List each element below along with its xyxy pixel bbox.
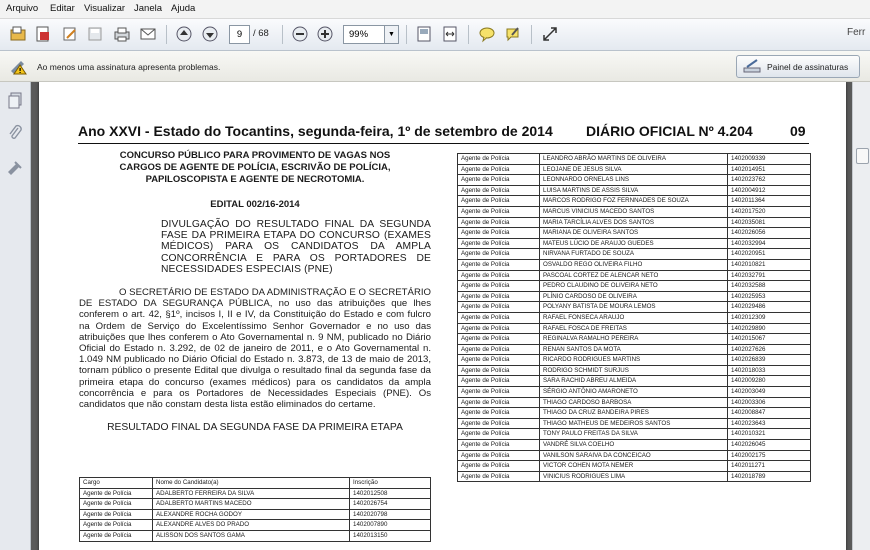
- table-row: [458, 429, 811, 440]
- table-row: [458, 365, 811, 376]
- cargo-cell: Agente de Polícia: [80, 520, 153, 531]
- candidate-name-cell: PEDRO CLAUDINO DE OLIVEIRA NETO: [540, 281, 728, 292]
- candidate-name-cell: OSVALDO REGO OLIVEIRA FILHO: [540, 259, 728, 270]
- candidate-name-cell: VANILSON SARAIVA DA CONCEICAO: [540, 450, 728, 461]
- previous-page-icon[interactable]: [174, 24, 194, 44]
- inscricao-cell: 1402029486: [728, 302, 811, 313]
- menu-visualizar[interactable]: Visualizar: [84, 3, 126, 14]
- edital-number: EDITAL 002/16-2014: [210, 199, 300, 210]
- table-row: [458, 217, 811, 228]
- table-row: [458, 397, 811, 408]
- zoom-out-icon[interactable]: [290, 24, 310, 44]
- table-row: [458, 418, 811, 429]
- table-row: [458, 281, 811, 292]
- inscricao-cell: 1402026056: [728, 228, 811, 239]
- next-page-icon[interactable]: [200, 24, 220, 44]
- candidate-name-cell: MATEUS LÚCIO DE ARAUJO GUEDES: [540, 238, 728, 249]
- document-view: [31, 82, 852, 550]
- table-row: [458, 196, 811, 207]
- candidate-name-cell: PLÍNIO CARDOSO DE OLIVEIRA: [540, 291, 728, 302]
- candidate-name-cell: THIAGO CARDOSO BARBOSA: [540, 397, 728, 408]
- save-icon[interactable]: [85, 24, 105, 44]
- cargo-cell: Agente de Polícia: [458, 154, 540, 165]
- inscricao-cell: 1402014951: [728, 164, 811, 175]
- candidate-name-cell: VANDRÉ SILVA COELHO: [540, 440, 728, 451]
- inscricao-cell: 1402009339: [728, 154, 811, 165]
- inscricao-cell: 1402018033: [728, 365, 811, 376]
- cargo-cell: Agente de Polícia: [458, 196, 540, 207]
- left-column: [79, 150, 431, 433]
- table-row: [80, 530, 431, 541]
- menu-bar: [0, 0, 870, 19]
- inscricao-cell: 1402008847: [728, 408, 811, 419]
- candidate-name-cell: ALEXANDRE ALVES DO PRADO: [153, 520, 350, 531]
- cargo-cell: Agente de Polícia: [458, 365, 540, 376]
- candidate-name-cell: POLYANY BATISTA DE MOURA LEMOS: [540, 302, 728, 313]
- candidate-name-cell: MARCOS RODRIGO FOZ FERNNADES DE SOUZA: [540, 196, 728, 207]
- sign-icon[interactable]: [503, 24, 523, 44]
- result-title: RESULTADO FINAL DA SEGUNDA FASE DA PRIMEIRA ETAPA: [107, 422, 403, 434]
- inscricao-cell: 1402013150: [350, 530, 431, 541]
- cargo-cell: Agente de Polícia: [458, 164, 540, 175]
- table-row: [458, 312, 811, 323]
- inscricao-cell: 1402017520: [728, 206, 811, 217]
- inscricao-cell: 1402003306: [728, 397, 811, 408]
- candidate-name-cell: PASCOAL CORTEZ DE ALENCAR NETO: [540, 270, 728, 281]
- table-row: [458, 344, 811, 355]
- pdf-page: [39, 82, 846, 550]
- candidate-name-cell: RICARDO RODRIGUES MARTINS: [540, 355, 728, 366]
- fit-width-icon[interactable]: [440, 24, 460, 44]
- inscricao-cell: Inscrição: [350, 478, 431, 489]
- inscricao-cell: 1402007890: [350, 520, 431, 531]
- inscricao-cell: 1402015067: [728, 334, 811, 345]
- table-row: [458, 206, 811, 217]
- page-number-input[interactable]: 9: [229, 25, 250, 44]
- inscricao-cell: 1402032588: [728, 281, 811, 292]
- table-row: [80, 499, 431, 510]
- cargo-cell: Agente de Polícia: [458, 344, 540, 355]
- inscricao-cell: 1402035081: [728, 217, 811, 228]
- candidate-name-cell: REGINALVA RAMALHO PEREIRA: [540, 334, 728, 345]
- cargo-cell: Agente de Polícia: [458, 323, 540, 334]
- candidate-name-cell: ADALBERTO MARTINS MACEDO: [153, 499, 350, 510]
- vertical-scrollbar[interactable]: [852, 82, 870, 550]
- candidate-name-cell: ADALBERTO FERREIRA DA SILVA: [153, 488, 350, 499]
- candidate-name-cell: LEANDRO ABRÃO MARTINS DE OLIVEIRA: [540, 154, 728, 165]
- candidate-name-cell: LUISA MARTINS DE ASSIS SILVA: [540, 185, 728, 196]
- cargo-cell: Agente de Polícia: [458, 217, 540, 228]
- signature-warning-icon: [9, 57, 29, 75]
- inscricao-cell: 1402018789: [728, 471, 811, 482]
- cargo-cell: Agente de Polícia: [458, 387, 540, 398]
- cargo-cell: Agente de Polícia: [458, 175, 540, 186]
- candidate-name-cell: THIAGO MATHEUS DE MEDEIROS SANTOS: [540, 418, 728, 429]
- header-journal: DIÁRIO OFICIAL Nº 4.204: [586, 123, 753, 139]
- scrollbar-thumb[interactable]: [856, 148, 869, 164]
- candidate-name-cell: ALISSON DOS SANTOS GAMA: [153, 530, 350, 541]
- inscricao-cell: 1402011271: [728, 461, 811, 472]
- inscricao-cell: 1402026839: [728, 355, 811, 366]
- cargo-cell: Agente de Polícia: [458, 376, 540, 387]
- cargo-cell: Agente de Polícia: [458, 206, 540, 217]
- table-header-row: [80, 478, 431, 489]
- candidate-name-cell: NIRVANA FURTADO DE SOUZA: [540, 249, 728, 260]
- print-icon[interactable]: [112, 24, 132, 44]
- cargo-cell: Agente de Polícia: [458, 270, 540, 281]
- table-row: [458, 228, 811, 239]
- cargo-cell: Agente de Polícia: [458, 450, 540, 461]
- inscricao-cell: 1402023762: [728, 175, 811, 186]
- cargo-cell: Agente de Polícia: [458, 334, 540, 345]
- header-page-number: 09: [790, 123, 806, 139]
- candidate-name-cell: THIAGO DA CRUZ BANDEIRA PIRES: [540, 408, 728, 419]
- cargo-cell: Agente de Polícia: [458, 249, 540, 260]
- table-row: [458, 302, 811, 313]
- cargo-cell: Agente de Polícia: [458, 418, 540, 429]
- inscricao-cell: 1402012508: [350, 488, 431, 499]
- inscricao-cell: 1402025953: [728, 291, 811, 302]
- inscricao-cell: 1402011364: [728, 196, 811, 207]
- inscricao-cell: 1402004912: [728, 185, 811, 196]
- menu-arquivo[interactable]: Arquivo: [6, 3, 39, 14]
- table-row: [80, 488, 431, 499]
- inscricao-cell: 1402032994: [728, 238, 811, 249]
- candidate-name-cell: SARA RACHID ABREU ALMEIDA: [540, 376, 728, 387]
- candidate-name-cell: VINICIUS RODRIGUES LIMA: [540, 471, 728, 482]
- menu-janela[interactable]: Janela: [134, 3, 162, 14]
- table-row: [458, 238, 811, 249]
- inscricao-cell: 1402026045: [728, 440, 811, 451]
- table-row: [458, 408, 811, 419]
- toolbar: [0, 19, 870, 51]
- table-row: [458, 185, 811, 196]
- table-row: [458, 461, 811, 472]
- candidate-name-cell: SÉRGIO ANTÔNIO AMARONETO: [540, 387, 728, 398]
- contest-title: CONCURSO PÚBLICO PARA PROVIMENTO DE VAGAS NOS CARGOS DE AGENTE DE POLÍCIA, ESCRIVÃO DE POLÍCIA, PAPILOSCOPISTA E AGENTE DE NECROTOMIA.: [119, 150, 391, 185]
- inscricao-cell: 1402023643: [728, 418, 811, 429]
- table-row: [458, 249, 811, 260]
- cargo-cell: Cargo: [80, 478, 153, 489]
- cargo-cell: Agente de Polícia: [458, 281, 540, 292]
- fullscreen-icon[interactable]: [540, 24, 560, 44]
- cargo-cell: Agente de Polícia: [80, 509, 153, 520]
- table-row: [458, 164, 811, 175]
- inscricao-cell: 1402012309: [728, 312, 811, 323]
- tools-label[interactable]: Ferr: [847, 27, 866, 38]
- candidate-name-cell: LEONNARDO ORNELAS LINS: [540, 175, 728, 186]
- comment-icon[interactable]: [477, 24, 497, 44]
- cargo-cell: Agente de Polícia: [458, 312, 540, 323]
- inscricao-cell: 1402020951: [728, 249, 811, 260]
- table-row: [80, 509, 431, 520]
- table-row: [458, 376, 811, 387]
- candidate-name-cell: ALEXANDRE ROCHA GODOY: [153, 509, 350, 520]
- signature-panel-label: Painel de assinaturas: [767, 62, 849, 72]
- inscricao-cell: 1402009280: [728, 376, 811, 387]
- signatures-icon[interactable]: [6, 159, 24, 177]
- attachments-icon[interactable]: [6, 124, 24, 142]
- header-edition: Ano XXVI - Estado do Tocantins, segunda-feira, 1º de setembro de 2014: [78, 123, 553, 139]
- candidate-name-cell: RAFAEL FOSCA DE FREITAS: [540, 323, 728, 334]
- table-row: [458, 334, 811, 345]
- signature-bar: [0, 51, 870, 82]
- inscricao-cell: 1402032791: [728, 270, 811, 281]
- results-table-right: [457, 153, 811, 482]
- candidate-name-cell: LEOJANE DE JESUS SILVA: [540, 164, 728, 175]
- zoom-input[interactable]: 99%: [343, 25, 386, 44]
- cargo-cell: Agente de Polícia: [458, 408, 540, 419]
- cargo-cell: Agente de Polícia: [458, 355, 540, 366]
- table-row: [458, 471, 811, 482]
- cargo-cell: Agente de Polícia: [458, 185, 540, 196]
- candidate-name-cell: RENAN SANTOS DA MOTA: [540, 344, 728, 355]
- cargo-cell: Agente de Polícia: [458, 291, 540, 302]
- cargo-cell: Agente de Polícia: [458, 259, 540, 270]
- table-row: [458, 270, 811, 281]
- cargo-cell: Agente de Polícia: [458, 228, 540, 239]
- candidate-name-cell: MARIANA DE OLIVEIRA SANTOS: [540, 228, 728, 239]
- inscricao-cell: 1402010321: [728, 429, 811, 440]
- candidate-name-cell: MARCUS VINICIUS MACEDO SANTOS: [540, 206, 728, 217]
- cargo-cell: Agente de Polícia: [80, 488, 153, 499]
- signature-message: Ao menos uma assinatura apresenta problemas.: [37, 62, 221, 72]
- table-row: [458, 355, 811, 366]
- table-row: [458, 440, 811, 451]
- table-row: [458, 450, 811, 461]
- menu-ajuda[interactable]: Ajuda: [171, 3, 196, 14]
- pages-icon[interactable]: [6, 92, 24, 110]
- edital-summary: DIVULGAÇÃO DO RESULTADO FINAL DA SEGUNDA FASE DA PRIMEIRA ETAPA DO CONCURSO (EXAMES MÉDICOS) PARA OS CANDIDATOS DA AMPLA CONCORRÊNCIA E PARA OS PORTADORES DE NECESSIDADES ESPECIAIS (PNE): [161, 219, 431, 275]
- edital-body: O SECRETÁRIO DE ESTADO DA ADMINISTRAÇÃO E O SECRETÁRIO DE ESTADO DA SEGURANÇA PÚBLICA, no uso das atribuições que lhes conferem o art. 42, §1º, incisos I, II e IV, da Constituição do Estado e com fulcro na Ordem de Serviço do Excelentíssimo Senhor Governador e no uso das atribuições que lhes conferem o Ato Governamental n. 9 NM, publicado no Diário Oficial do Estado n. 3.292, de 02 de janeiro de 2011, e o Ato Governamental n. 1.049 NM publicado no Diário Oficial do Estado n. 3.873, de 13 de maio de 2013, tornam público o presente Edital que divulga o resultado final da segunda fase da primeira etapa do concurso (exames médicos) para os candidatos da ampla concorrência e para os Portadores de Necessidades Especiais (PNE). Os candidatos que não constam desta lista estão eliminados do certame.: [79, 287, 431, 411]
- table-row: [458, 259, 811, 270]
- cargo-cell: Agente de Polícia: [80, 499, 153, 510]
- cargo-cell: Agente de Polícia: [80, 530, 153, 541]
- inscricao-cell: 1402020798: [350, 509, 431, 520]
- inscricao-cell: 1402002175: [728, 450, 811, 461]
- table-row: [458, 387, 811, 398]
- open-icon[interactable]: [8, 24, 28, 44]
- signature-panel-button[interactable]: [736, 55, 860, 78]
- cargo-cell: Agente de Polícia: [458, 429, 540, 440]
- navigation-pane: [0, 82, 31, 550]
- cargo-cell: Agente de Polícia: [458, 461, 540, 472]
- candidate-name-cell: MARIA TARCÍLIA ALVES DOS SANTOS: [540, 217, 728, 228]
- candidate-name-cell: VICTOR COHEN MOTA NEMER: [540, 461, 728, 472]
- candidate-name-cell: RAFAEL FONSECA ARAUJO: [540, 312, 728, 323]
- cargo-cell: Agente de Polícia: [458, 302, 540, 313]
- email-icon[interactable]: [138, 24, 158, 44]
- inscricao-cell: 1402010821: [728, 259, 811, 270]
- menu-editar[interactable]: Editar: [50, 3, 75, 14]
- results-table-left: [79, 477, 431, 542]
- inscricao-cell: 1402026754: [350, 499, 431, 510]
- inscricao-cell: 1402029890: [728, 323, 811, 334]
- fit-page-icon[interactable]: [414, 24, 434, 44]
- signature-panel-icon: [743, 58, 761, 74]
- table-row: [458, 323, 811, 334]
- table-row: [80, 520, 431, 531]
- table-row: [458, 291, 811, 302]
- table-row: [458, 154, 811, 165]
- cargo-cell: Agente de Polícia: [458, 471, 540, 482]
- candidate-name-cell: RODRIGO SCHMIDT SURJUS: [540, 365, 728, 376]
- candidate-name-cell: TONY PAULO FREITAS DA SILVA: [540, 429, 728, 440]
- edit-icon[interactable]: [60, 24, 80, 44]
- create-pdf-icon[interactable]: [33, 24, 53, 44]
- page-total: / 68: [253, 28, 269, 39]
- cargo-cell: Agente de Polícia: [458, 238, 540, 249]
- inscricao-cell: 1402027626: [728, 344, 811, 355]
- candidate-name-cell: Nome do Candidato(a): [153, 478, 350, 489]
- zoom-in-icon[interactable]: [315, 24, 335, 44]
- table-row: [458, 175, 811, 186]
- inscricao-cell: 1402003049: [728, 387, 811, 398]
- zoom-dropdown[interactable]: ▼: [384, 25, 399, 44]
- cargo-cell: Agente de Polícia: [458, 397, 540, 408]
- page-header: [78, 123, 809, 144]
- cargo-cell: Agente de Polícia: [458, 440, 540, 451]
